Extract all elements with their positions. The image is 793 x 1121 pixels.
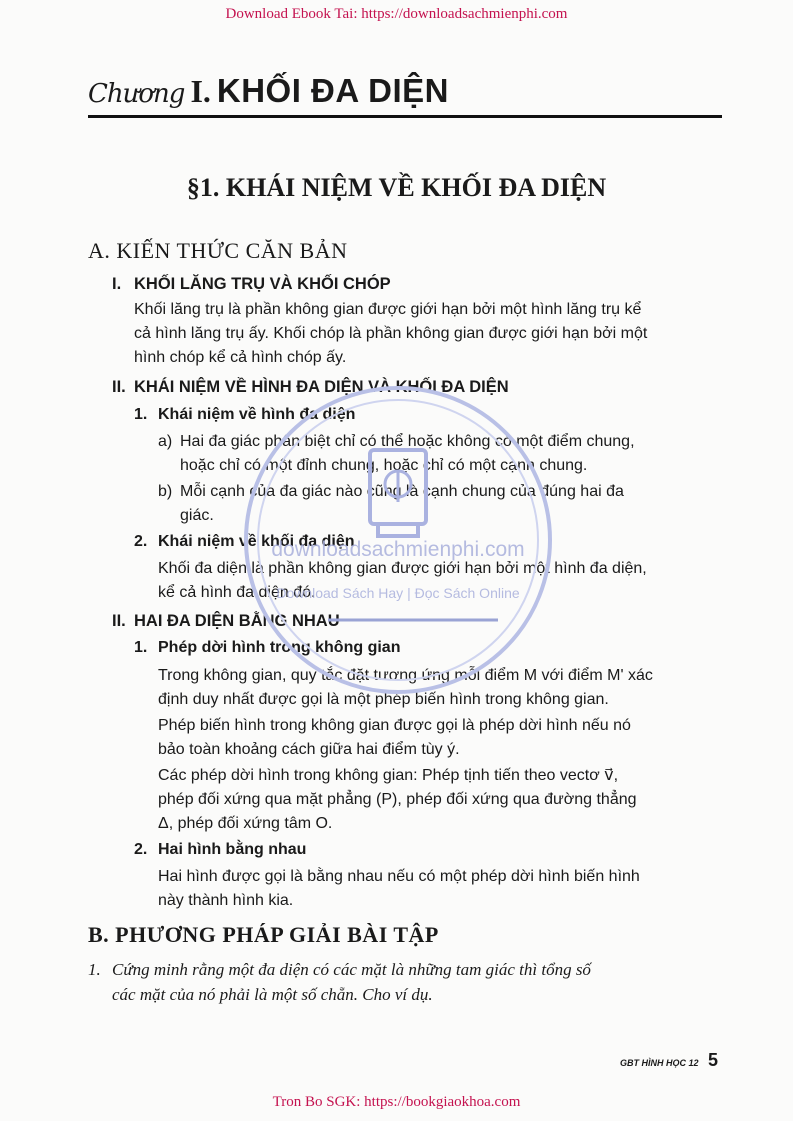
subsection-title: Khái niệm về khối đa diện <box>158 533 355 550</box>
text-line: định duy nhất được gọi là một phép biến hình trong không gian. <box>158 691 609 708</box>
text-line: Phép biến hình trong không gian được gọi là phép dời hình nếu nó <box>158 717 631 734</box>
text-line: Trong không gian, quy tắc đặt tương ứng mỗi điểm M với điểm M' xác <box>158 667 653 684</box>
chapter-title: KHỐI ĐA DIỆN <box>216 72 450 109</box>
text-line: hoặc chỉ có một đỉnh chung, hoặc chỉ có một cạnh chung. <box>180 457 588 474</box>
section-3-heading <box>112 612 340 631</box>
text-line: Khối lăng trụ là phần không gian được giới hạn bởi một hình lăng trụ kể <box>134 301 642 318</box>
text-line: Δ, phép đối xứng tâm O. <box>158 815 333 832</box>
subsection-3-2-heading <box>134 841 306 859</box>
section-1-paragraph <box>134 298 724 370</box>
page-number: 5 <box>708 1050 719 1070</box>
text-line: kể cả hình đa diện đó. <box>158 584 316 601</box>
section-1-heading <box>112 275 391 294</box>
text-line: Hai hình được gọi là bằng nhau nếu có một phép dời hình biến hình <box>158 868 640 885</box>
watermark-tagline: Download Sách Hay | Đọc Sách Online <box>276 585 520 601</box>
text-line: hình chóp kể cả hình chóp ấy. <box>134 349 347 366</box>
subsection-title: Khái niệm về hình đa diện <box>158 406 356 423</box>
chapter-rule <box>88 115 722 118</box>
section-3-number: II. <box>112 612 126 630</box>
subsection-number: 1. <box>134 639 148 656</box>
section-2-heading <box>112 378 509 397</box>
footer-sgk-link[interactable]: Tron Bo SGK: https://bookgiaokhoa.com <box>272 1094 521 1110</box>
text-line: Khối đa diện là phần không gian được giới hạn bởi một hình đa diện, <box>158 560 647 577</box>
text-line: giác. <box>180 507 214 524</box>
text-line: bảo toàn khoảng cách giữa hai điểm tùy ý. <box>158 741 460 758</box>
section-2-number: II. <box>112 378 126 396</box>
paragraph <box>158 865 724 913</box>
text-line: các mặt của nó phải là một số chẵn. Cho ví dụ. <box>112 985 433 1004</box>
part-a-heading: A. KIẾN THỨC CĂN BẢN <box>88 238 348 263</box>
header-download-link[interactable]: Download Ebook Tai: https://downloadsachmienphi.com <box>225 6 568 22</box>
subsection-number: 2. <box>134 841 148 858</box>
subsection-2-1-heading <box>134 406 355 424</box>
paragraph <box>158 664 724 712</box>
item-label: a) <box>158 433 173 450</box>
section-3-title: HAI ĐA DIỆN BẰNG NHAU <box>134 612 340 630</box>
text-line: Cứng minh rằng một đa diện có các mặt là những tam giác thì tổng số <box>112 960 591 979</box>
section-title: §1. KHÁI NIỆM VỀ KHỐI ĐA DIỆN <box>186 173 607 202</box>
exercise-number: 1. <box>88 960 101 979</box>
text-line: Các phép dời hình trong không gian: Phép tịnh tiến theo vectơ v⃗, <box>158 767 619 784</box>
paragraph <box>158 764 724 836</box>
subsection-number: 2. <box>134 533 148 550</box>
text-line: Hai đa giác phân biệt chỉ có thể hoặc không có một điểm chung, <box>180 433 635 450</box>
watermark-site: downloadsachmienphi.com <box>271 538 525 561</box>
chapter-number: I. <box>190 73 211 109</box>
text-line: cả hình lăng trụ ấy. Khối chóp là phần không gian được giới hạn bởi một <box>134 325 648 342</box>
footer-book-label: GBT HÌNH HỌC 12 <box>620 1058 699 1068</box>
part-b-heading: B. PHƯƠNG PHÁP GIẢI BÀI TẬP <box>88 922 439 947</box>
exercise-1 <box>88 957 724 1007</box>
item-b <box>158 480 724 528</box>
paragraph <box>158 714 724 762</box>
section-1-number: I. <box>112 275 122 293</box>
chapter-label: Chương <box>88 79 185 109</box>
subsection-number: 1. <box>134 406 148 423</box>
subsection-3-1-heading <box>134 639 400 657</box>
item-label: b) <box>158 483 173 500</box>
chapter-heading <box>88 72 449 110</box>
text-line: này thành hình kia. <box>158 892 294 909</box>
item-a <box>158 430 724 478</box>
section-2-title: KHÁI NIỆM VỀ HÌNH ĐA DIỆN VÀ KHỐI ĐA DIỆN <box>134 378 509 396</box>
subsection-title: Phép dời hình trong không gian <box>158 639 401 656</box>
section-1-title: KHỐI LĂNG TRỤ VÀ KHỐI CHÓP <box>134 275 391 293</box>
text-line: phép đối xứng qua mặt phẳng (P), phép đối xứng qua đường thẳng <box>158 791 637 808</box>
text-line: Mỗi cạnh của đa giác nào cũng là cạnh chung của đúng hai đa <box>180 483 624 500</box>
subsection-title: Hai hình bằng nhau <box>158 841 307 858</box>
